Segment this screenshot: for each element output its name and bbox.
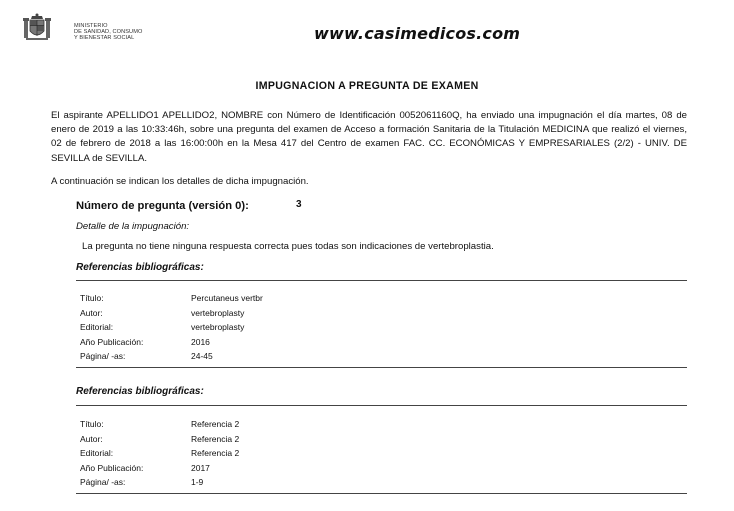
reference-key: Año Publicación: xyxy=(80,462,144,473)
intro-paragraph xyxy=(51,109,687,166)
reference-row xyxy=(76,349,687,364)
ministry-name xyxy=(74,23,142,41)
ministry-line: DE SANIDAD, CONSUMO xyxy=(74,29,143,35)
reference-key: Año Publicación: xyxy=(80,336,144,347)
reference-block xyxy=(76,262,687,368)
reference-value: vertebroplasty xyxy=(191,322,245,332)
reference-value: Referencia 2 xyxy=(191,419,240,429)
reference-value: 24-45 xyxy=(191,351,213,361)
reference-key: Autor: xyxy=(80,433,103,444)
detail-label: Detalle de la impugnación: xyxy=(76,221,190,232)
intro-line: día martes, 08 de enero de 2019 a las 10:33:46h, sobre una pregunta del examen de Acceso a formación Sanitaria de la xyxy=(51,110,687,136)
reference-key: Autor: xyxy=(80,307,103,318)
coat-of-arms-icon xyxy=(22,12,52,42)
reference-row xyxy=(76,475,687,490)
reference-heading: Referencias bibliográficas: xyxy=(76,262,204,273)
reference-key: Título: xyxy=(80,419,104,429)
reference-row xyxy=(76,446,687,461)
reference-key: Página/ -as: xyxy=(80,351,126,361)
document-title: IMPUGNACION A PREGUNTA DE EXAMEN xyxy=(255,80,479,92)
question-number-label: Número de pregunta (versión 0): xyxy=(76,200,249,212)
reference-value: Referencia 2 xyxy=(191,448,240,458)
divider xyxy=(76,493,687,494)
reference-row xyxy=(76,432,687,447)
reference-row xyxy=(76,320,687,335)
ministry-line: MINISTERIO xyxy=(74,23,108,29)
reference-row xyxy=(76,461,687,476)
question-number-value: 3 xyxy=(296,199,302,210)
site-watermark: www.casimedicos.com xyxy=(314,24,521,43)
reference-heading: Referencias bibliográficas: xyxy=(76,386,204,397)
reference-row xyxy=(76,417,687,432)
ministry-line: Y BIENESTAR SOCIAL xyxy=(74,35,135,41)
reference-value: Percutaneus vertbr xyxy=(191,293,263,303)
intro-line: FAC. CC. ECONÓMICAS Y EMPRESARIALES (2/2) - UNIV. DE SEVILLA de SEVILLA. xyxy=(51,138,687,164)
reference-block xyxy=(76,386,687,494)
reference-row xyxy=(76,306,687,321)
page-header xyxy=(22,12,722,46)
reference-value: 1-9 xyxy=(191,477,204,487)
divider xyxy=(76,367,687,368)
reference-value: 2017 xyxy=(191,462,210,473)
intro-line: Titulación MEDICINA que realizó el viernes, 02 de febrero de 2018 a las 16:00:00h en la Mesa 417 del Centro de examen xyxy=(51,124,687,150)
reference-value: 2016 xyxy=(191,336,210,347)
reference-key: Editorial: xyxy=(80,322,114,332)
intro-line: El aspirante APELLIDO1 APELLIDO2, NOMBRE con Número de Identificación 0052061160Q, ha enviado una impugnación el xyxy=(51,110,605,121)
detail-text: La pregunta no tiene ninguna respuesta correcta pues todas son indicaciones de vertebroplastia. xyxy=(82,241,494,252)
reference-row xyxy=(76,291,687,306)
reference-value: Referencia 2 xyxy=(191,433,240,444)
reference-value: vertebroplasty xyxy=(191,307,245,318)
reference-key: Página/ -as: xyxy=(80,477,126,487)
reference-row xyxy=(76,335,687,350)
continuation-text: A continuación se indican los detalles de dicha impugnación. xyxy=(51,176,309,187)
reference-key: Editorial: xyxy=(80,448,114,458)
reference-key: Título: xyxy=(80,293,104,303)
